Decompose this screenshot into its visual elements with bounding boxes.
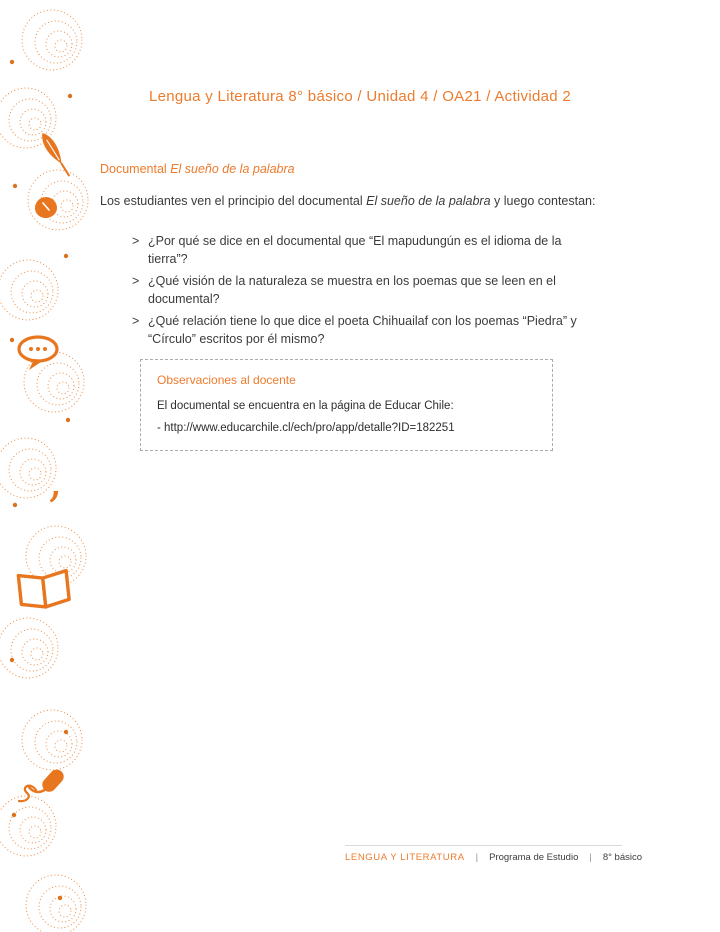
footer-program: Programa de Estudio	[489, 852, 579, 863]
section-title	[100, 162, 295, 176]
microphone-icon	[19, 761, 67, 801]
question-text: ¿Qué visión de la naturaleza se muestra en los poemas que se leen en el documental?	[148, 274, 556, 306]
page-title: Lengua y Literatura 8° básico / Unidad 4 / OA21 / Actividad 2	[148, 88, 572, 105]
intro-text-post: y luego contestan:	[490, 194, 596, 208]
question-bullet: >	[132, 274, 140, 288]
footer-separator: |	[589, 852, 592, 863]
intro-paragraph	[100, 192, 600, 210]
educarchile-url[interactable]: - http://www.educarchile.cl/ech/pro/app/detalle?ID=182251	[157, 422, 455, 434]
footer-grade: 8° básico	[602, 852, 643, 863]
page-footer	[345, 852, 643, 863]
teacher-note-box	[140, 359, 553, 451]
question-item	[132, 233, 590, 268]
intro-work-title: El sueño de la palabra	[366, 194, 491, 208]
swirl-pattern	[0, 10, 88, 932]
question-text: ¿Qué relación tiene lo que dice el poeta Chihuailaf con los poemas “Piedra” y “Círculo” escritos por él mismo?	[148, 314, 577, 346]
question-item	[132, 273, 590, 308]
footer-separator: |	[475, 852, 479, 863]
intro-text-pre: Los estudiantes ven el principio del documental	[100, 194, 367, 208]
question-list	[132, 233, 590, 353]
teacher-note-title: Observaciones al docente	[157, 373, 296, 387]
svg-text:,: ,	[48, 453, 63, 507]
footer-brand: LENGUA Y LITERATURA	[345, 852, 465, 863]
speech-bubble-icon	[19, 337, 57, 370]
footer-divider	[345, 845, 622, 846]
open-book-icon	[18, 571, 69, 610]
pen-nib-icon	[35, 197, 57, 218]
decorative-sidebar	[0, 0, 90, 932]
question-item	[132, 313, 590, 348]
section-title-prefix: Documental	[100, 162, 171, 176]
question-bullet: >	[132, 234, 140, 248]
quill-icon	[38, 130, 73, 178]
teacher-note-text: El documental se encuentra en la página de Educar Chile:	[157, 400, 454, 412]
section-title-work: El sueño de la palabra	[170, 162, 295, 176]
comma-icon	[48, 453, 63, 507]
question-text: ¿Por qué se dice en el documental que “El mapudungún es el idioma de la tierra”?	[148, 234, 562, 266]
question-bullet: >	[132, 314, 140, 328]
